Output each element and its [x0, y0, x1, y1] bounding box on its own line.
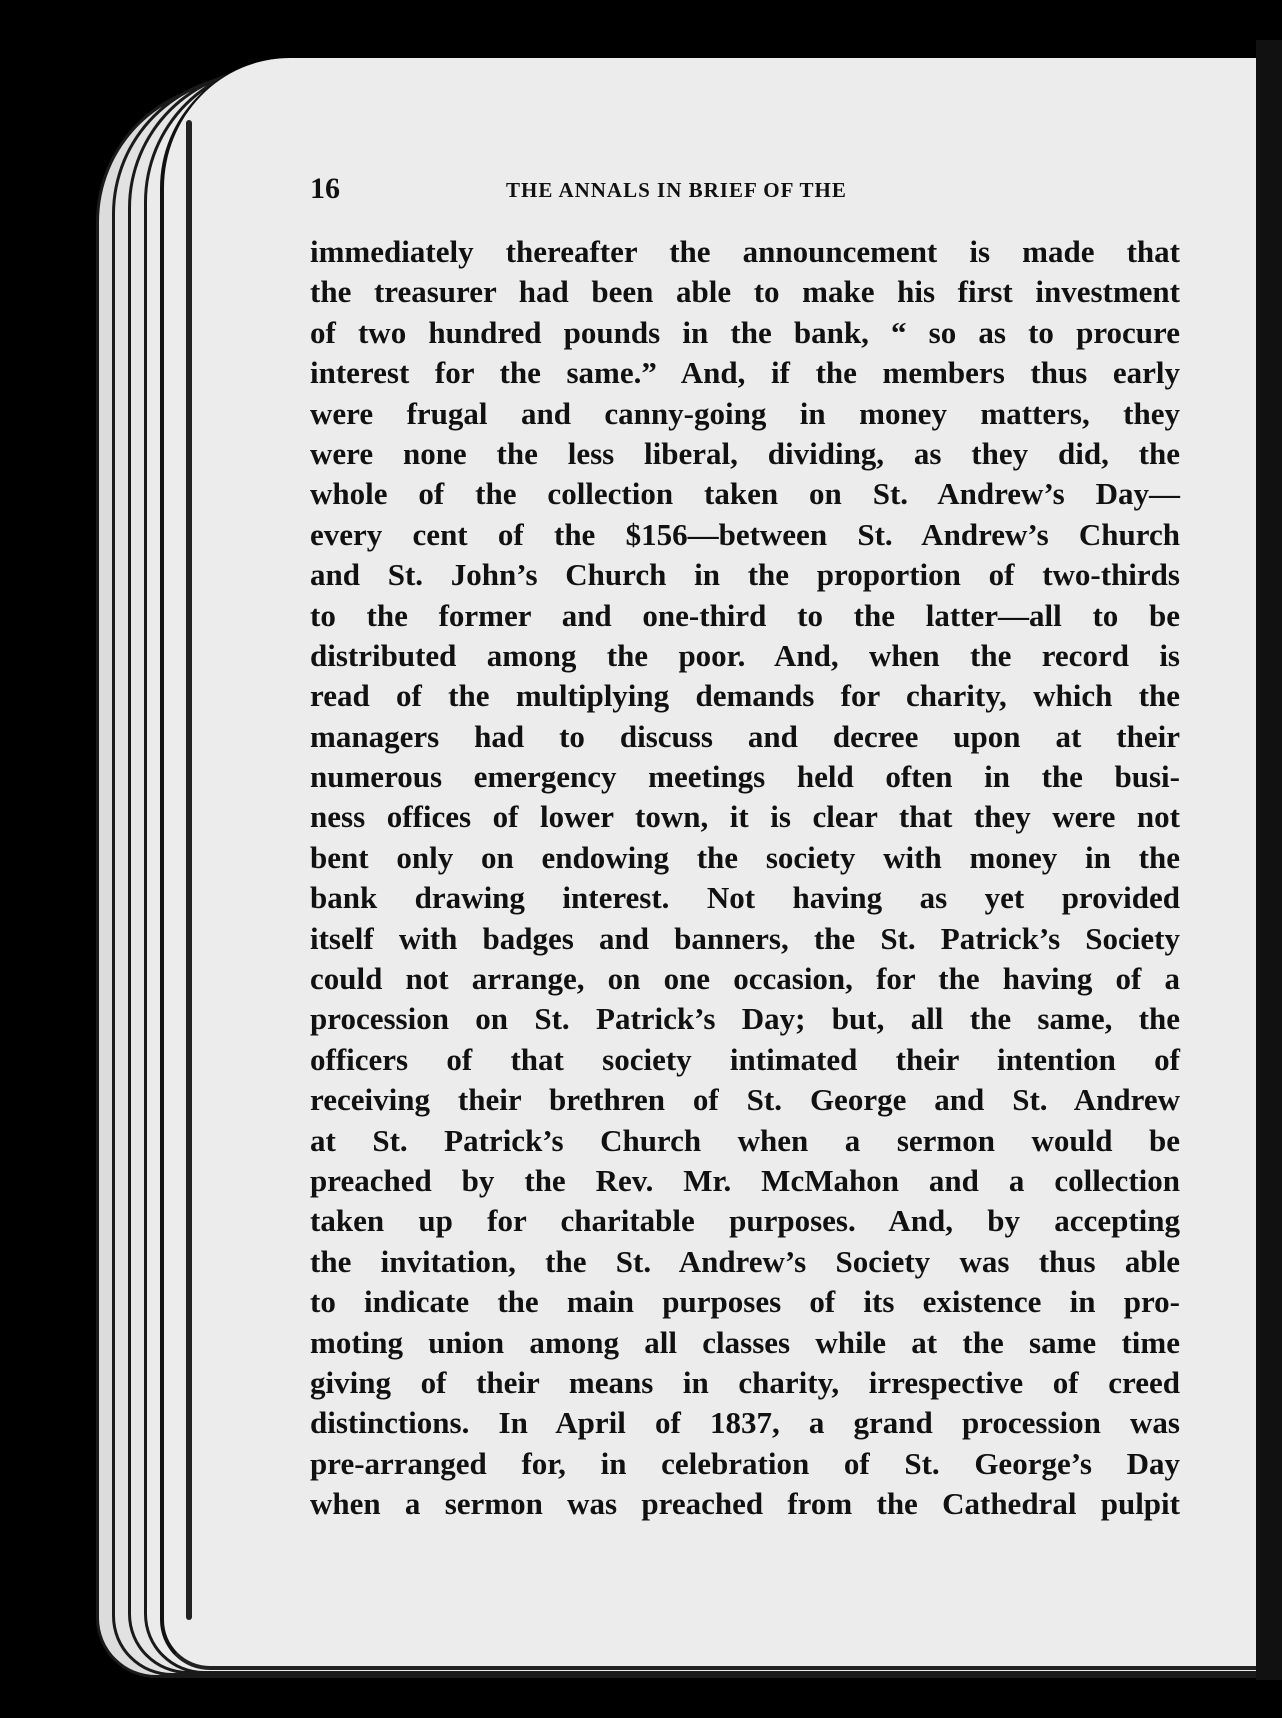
text-line: pre-arranged for, in celebration of St. George’s Day	[310, 1445, 1180, 1481]
text-line: to indicate the main purposes of its existence in pro-	[310, 1284, 1180, 1320]
text-line: procession on St. Patrick’s Day; but, all the same, the	[310, 1001, 1180, 1037]
text-line: immediately thereafter the announcement is made that	[310, 234, 1180, 269]
text-line: bent only on endowing the society with money in the	[310, 839, 1180, 875]
text-line: every cent of the $156—between St. Andrew’s Church	[310, 516, 1180, 552]
text-line: distinctions. In April of 1837, a grand procession was	[310, 1405, 1180, 1441]
text-line: at St. Patrick’s Church when a sermon would be	[310, 1122, 1180, 1158]
text-line: itself with badges and banners, the St. Patrick’s Society	[310, 920, 1180, 956]
text-line: when a sermon was preached from the Cathedral pulpit	[310, 1486, 1180, 1522]
text-line: moting union among all classes while at the same time	[310, 1324, 1180, 1360]
text-line: giving of their means in charity, irrespective of creed	[310, 1364, 1180, 1400]
text-line: numerous emergency meetings held often in the busi-	[310, 759, 1180, 795]
text-line: distributed among the poor. And, when the record is	[310, 637, 1180, 673]
running-head	[310, 172, 1170, 212]
text-line: to the former and one-third to the latter—all to be	[310, 597, 1180, 633]
text-line: managers had to discuss and decree upon at their	[310, 718, 1180, 754]
text-line: of two hundred pounds in the bank, “ so as to procure	[310, 314, 1180, 350]
running-title: THE ANNALS IN BRIEF OF THE	[506, 178, 847, 202]
text-line: were frugal and canny-going in money matters, they	[310, 395, 1180, 431]
text-line: officers of that society intimated their intention of	[310, 1041, 1180, 1077]
text-line: were none the less liberal, dividing, as they did, the	[310, 435, 1180, 471]
text-line: read of the multiplying demands for charity, which the	[310, 678, 1180, 714]
text-line: interest for the same.” And, if the members thus early	[310, 355, 1180, 391]
text-line: taken up for charitable purposes. And, by accepting	[310, 1203, 1180, 1239]
text-line: ness offices of lower town, it is clear that they were not	[310, 799, 1180, 835]
text-line: whole of the collection taken on St. Andrew’s Day—	[310, 476, 1180, 512]
text-line: preached by the Rev. Mr. McMahon and a collection	[310, 1162, 1180, 1198]
text-line: bank drawing interest. Not having as yet provided	[310, 880, 1180, 916]
text-line: and St. John’s Church in the proportion of two-thirds	[310, 557, 1180, 593]
body-text	[310, 232, 1180, 1525]
text-line: could not arrange, on one occasion, for the having of a	[310, 961, 1180, 997]
page-fold-edge	[186, 120, 192, 1620]
text-line: the treasurer had been able to make his first investment	[310, 274, 1180, 310]
binding-shadow	[1256, 40, 1282, 1680]
text-line: the invitation, the St. Andrew’s Society was thus able	[310, 1243, 1180, 1279]
text-line: receiving their brethren of St. George and St. Andrew	[310, 1082, 1180, 1118]
page-number: 16	[310, 172, 340, 205]
